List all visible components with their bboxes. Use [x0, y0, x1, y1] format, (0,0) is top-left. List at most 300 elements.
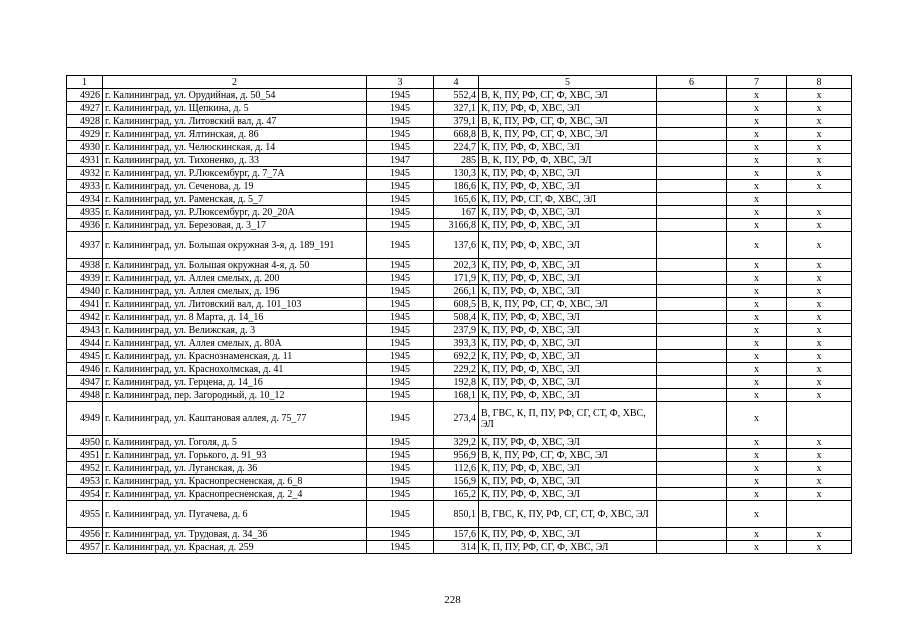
column-7-cell: x	[727, 180, 787, 193]
column-6-cell	[657, 462, 727, 475]
table-row	[67, 115, 852, 128]
address-cell: г. Калининград, ул. Каштановая аллея, д. 75_77	[103, 402, 367, 436]
systems-cell: В, К, ПУ, РФ, Ф, ХВС, ЭЛ	[479, 154, 657, 167]
address-cell: г. Калининград, ул. Р.Люксембург, д. 7_7А	[103, 167, 367, 180]
column-7-cell: x	[727, 285, 787, 298]
address-cell: г. Калининград, ул. Челюскинская, д. 14	[103, 141, 367, 154]
row-number-cell: 4951	[67, 449, 103, 462]
column-7-cell: x	[727, 298, 787, 311]
table-row	[67, 167, 852, 180]
column-header: 4	[434, 76, 479, 89]
area-cell: 186,6	[434, 180, 479, 193]
column-7-cell: x	[727, 541, 787, 554]
year-cell: 1945	[367, 541, 434, 554]
area-cell: 192,8	[434, 376, 479, 389]
year-cell: 1945	[367, 324, 434, 337]
systems-cell: В, ГВС, К, ПУ, РФ, СГ, СТ, Ф, ХВС, ЭЛ	[479, 501, 657, 528]
column-8-cell: x	[787, 449, 852, 462]
address-cell: г. Калининград, ул. 8 Марта, д. 14_16	[103, 311, 367, 324]
column-8-cell: x	[787, 167, 852, 180]
row-number-cell: 4930	[67, 141, 103, 154]
address-cell: г. Калининград, ул. Аллея смелых, д. 200	[103, 272, 367, 285]
row-number-cell: 4950	[67, 436, 103, 449]
address-cell: г. Калининград, ул. Велижская, д. 3	[103, 324, 367, 337]
column-header: 6	[657, 76, 727, 89]
column-7-cell: x	[727, 350, 787, 363]
row-number-cell: 4942	[67, 311, 103, 324]
column-8-cell: x	[787, 115, 852, 128]
year-cell: 1945	[367, 501, 434, 528]
column-7-cell: x	[727, 193, 787, 206]
area-cell: 229,2	[434, 363, 479, 376]
column-8-cell: x	[787, 219, 852, 232]
column-8-cell: x	[787, 363, 852, 376]
column-7-cell: x	[727, 449, 787, 462]
table-row	[67, 298, 852, 311]
year-cell: 1945	[367, 402, 434, 436]
year-cell: 1945	[367, 449, 434, 462]
row-number-cell: 4926	[67, 89, 103, 102]
row-number-cell: 4933	[67, 180, 103, 193]
table-row	[67, 402, 852, 436]
column-8-cell: x	[787, 285, 852, 298]
address-cell: г. Калининград, ул. Краснохолмская, д. 41	[103, 363, 367, 376]
row-number-cell: 4928	[67, 115, 103, 128]
column-6-cell	[657, 350, 727, 363]
systems-cell: К, ПУ, РФ, Ф, ХВС, ЭЛ	[479, 350, 657, 363]
year-cell: 1945	[367, 89, 434, 102]
column-7-cell: x	[727, 128, 787, 141]
column-8-cell	[787, 501, 852, 528]
area-cell: 329,2	[434, 436, 479, 449]
column-8-cell: x	[787, 324, 852, 337]
column-8-cell: x	[787, 232, 852, 259]
column-7-cell: x	[727, 259, 787, 272]
column-7-cell: x	[727, 219, 787, 232]
column-7-cell: x	[727, 462, 787, 475]
row-number-cell: 4948	[67, 389, 103, 402]
column-6-cell	[657, 272, 727, 285]
year-cell: 1947	[367, 154, 434, 167]
column-8-cell: x	[787, 259, 852, 272]
table-row	[67, 462, 852, 475]
column-6-cell	[657, 436, 727, 449]
column-6-cell	[657, 528, 727, 541]
column-8-cell: x	[787, 206, 852, 219]
year-cell: 1945	[367, 298, 434, 311]
column-7-cell: x	[727, 154, 787, 167]
systems-cell: В, К, ПУ, РФ, СГ, Ф, ХВС, ЭЛ	[479, 449, 657, 462]
column-6-cell	[657, 193, 727, 206]
address-cell: г. Калининград, ул. Литовский вал, д. 47	[103, 115, 367, 128]
table-row	[67, 337, 852, 350]
column-8-cell: x	[787, 180, 852, 193]
year-cell: 1945	[367, 206, 434, 219]
address-cell: г. Калининград, ул. Орудийная, д. 50_54	[103, 89, 367, 102]
row-number-cell: 4952	[67, 462, 103, 475]
systems-cell: К, ПУ, РФ, Ф, ХВС, ЭЛ	[479, 206, 657, 219]
systems-cell: К, ПУ, РФ, Ф, ХВС, ЭЛ	[479, 436, 657, 449]
column-header: 8	[787, 76, 852, 89]
table-row	[67, 501, 852, 528]
systems-cell: К, ПУ, РФ, Ф, ХВС, ЭЛ	[479, 232, 657, 259]
column-6-cell	[657, 389, 727, 402]
column-6-cell	[657, 337, 727, 350]
address-cell: г. Калининград, ул. Р.Люксембург, д. 20_20А	[103, 206, 367, 219]
column-8-cell: x	[787, 337, 852, 350]
year-cell: 1945	[367, 128, 434, 141]
year-cell: 1945	[367, 272, 434, 285]
area-cell: 393,3	[434, 337, 479, 350]
table-row	[67, 206, 852, 219]
address-cell: г. Калининград, ул. Тихоненко, д. 33	[103, 154, 367, 167]
column-8-cell: x	[787, 154, 852, 167]
table-row	[67, 128, 852, 141]
area-cell: 224,7	[434, 141, 479, 154]
column-8-cell	[787, 402, 852, 436]
area-cell: 379,1	[434, 115, 479, 128]
area-cell: 273,4	[434, 402, 479, 436]
area-cell: 508,4	[434, 311, 479, 324]
year-cell: 1945	[367, 285, 434, 298]
year-cell: 1945	[367, 141, 434, 154]
area-cell: 165,2	[434, 488, 479, 501]
address-cell: г. Калининград, ул. Большая окружная 4-я, д. 50	[103, 259, 367, 272]
year-cell: 1945	[367, 219, 434, 232]
systems-cell: В, К, ПУ, РФ, СГ, Ф, ХВС, ЭЛ	[479, 89, 657, 102]
column-6-cell	[657, 128, 727, 141]
column-8-cell: x	[787, 128, 852, 141]
table-row	[67, 272, 852, 285]
column-6-cell	[657, 154, 727, 167]
table-header-row	[67, 76, 852, 89]
table-row	[67, 259, 852, 272]
area-cell: 137,6	[434, 232, 479, 259]
area-cell: 327,1	[434, 102, 479, 115]
column-7-cell: x	[727, 376, 787, 389]
table-row	[67, 141, 852, 154]
systems-cell: К, ПУ, РФ, Ф, ХВС, ЭЛ	[479, 488, 657, 501]
year-cell: 1945	[367, 475, 434, 488]
column-6-cell	[657, 206, 727, 219]
address-cell: г. Калининград, ул. Краснопресненская, д. 2_4	[103, 488, 367, 501]
row-number-cell: 4929	[67, 128, 103, 141]
year-cell: 1945	[367, 462, 434, 475]
column-7-cell: x	[727, 501, 787, 528]
column-7-cell: x	[727, 141, 787, 154]
area-cell: 314	[434, 541, 479, 554]
column-8-cell: x	[787, 376, 852, 389]
year-cell: 1945	[367, 311, 434, 324]
area-cell: 668,8	[434, 128, 479, 141]
systems-cell: К, ПУ, РФ, Ф, ХВС, ЭЛ	[479, 363, 657, 376]
row-number-cell: 4935	[67, 206, 103, 219]
year-cell: 1945	[367, 436, 434, 449]
column-8-cell: x	[787, 350, 852, 363]
area-cell: 157,6	[434, 528, 479, 541]
row-number-cell: 4937	[67, 232, 103, 259]
year-cell: 1945	[367, 193, 434, 206]
address-cell: г. Калининград, ул. Луганская, д. 36	[103, 462, 367, 475]
year-cell: 1945	[367, 232, 434, 259]
column-8-cell: x	[787, 311, 852, 324]
row-number-cell: 4938	[67, 259, 103, 272]
systems-cell: К, ПУ, РФ, Ф, ХВС, ЭЛ	[479, 462, 657, 475]
column-6-cell	[657, 376, 727, 389]
row-number-cell: 4940	[67, 285, 103, 298]
column-7-cell: x	[727, 528, 787, 541]
table-row	[67, 154, 852, 167]
column-header: 3	[367, 76, 434, 89]
table-row	[67, 350, 852, 363]
area-cell: 692,2	[434, 350, 479, 363]
column-6-cell	[657, 298, 727, 311]
systems-cell: К, ПУ, РФ, Ф, ХВС, ЭЛ	[479, 324, 657, 337]
systems-cell: К, ПУ, РФ, Ф, ХВС, ЭЛ	[479, 272, 657, 285]
column-6-cell	[657, 259, 727, 272]
column-6-cell	[657, 115, 727, 128]
table-row	[67, 449, 852, 462]
table-row	[67, 89, 852, 102]
systems-cell: К, ПУ, РФ, Ф, ХВС, ЭЛ	[479, 259, 657, 272]
row-number-cell: 4954	[67, 488, 103, 501]
table-row	[67, 102, 852, 115]
address-cell: г. Калининград, ул. Литовский вал, д. 101_103	[103, 298, 367, 311]
table-row	[67, 219, 852, 232]
row-number-cell: 4949	[67, 402, 103, 436]
column-7-cell: x	[727, 389, 787, 402]
column-8-cell: x	[787, 462, 852, 475]
area-cell: 165,6	[434, 193, 479, 206]
column-7-cell: x	[727, 337, 787, 350]
area-cell: 168,1	[434, 389, 479, 402]
area-cell: 130,3	[434, 167, 479, 180]
table-row	[67, 285, 852, 298]
row-number-cell: 4946	[67, 363, 103, 376]
row-number-cell: 4956	[67, 528, 103, 541]
address-cell: г. Калининград, ул. Сеченова, д. 19	[103, 180, 367, 193]
row-number-cell: 4934	[67, 193, 103, 206]
table-row	[67, 389, 852, 402]
column-7-cell: x	[727, 363, 787, 376]
column-7-cell: x	[727, 115, 787, 128]
table-row	[67, 376, 852, 389]
area-cell: 202,3	[434, 259, 479, 272]
year-cell: 1945	[367, 259, 434, 272]
column-6-cell	[657, 232, 727, 259]
table-row	[67, 488, 852, 501]
systems-cell: В, К, ПУ, РФ, СГ, Ф, ХВС, ЭЛ	[479, 128, 657, 141]
address-cell: г. Калининград, ул. Герцена, д. 14_16	[103, 376, 367, 389]
column-header: 7	[727, 76, 787, 89]
column-7-cell: x	[727, 402, 787, 436]
area-cell: 167	[434, 206, 479, 219]
table-row	[67, 311, 852, 324]
systems-cell: В, К, ПУ, РФ, СГ, Ф, ХВС, ЭЛ	[479, 115, 657, 128]
systems-cell: К, ПУ, РФ, Ф, ХВС, ЭЛ	[479, 528, 657, 541]
row-number-cell: 4953	[67, 475, 103, 488]
area-cell: 266,1	[434, 285, 479, 298]
column-6-cell	[657, 402, 727, 436]
year-cell: 1945	[367, 363, 434, 376]
column-7-cell: x	[727, 324, 787, 337]
column-8-cell: x	[787, 298, 852, 311]
systems-cell: К, ПУ, РФ, СГ, Ф, ХВС, ЭЛ	[479, 193, 657, 206]
row-number-cell: 4939	[67, 272, 103, 285]
row-number-cell: 4931	[67, 154, 103, 167]
row-number-cell: 4932	[67, 167, 103, 180]
column-6-cell	[657, 324, 727, 337]
column-7-cell: x	[727, 89, 787, 102]
systems-cell: К, ПУ, РФ, Ф, ХВС, ЭЛ	[479, 219, 657, 232]
year-cell: 1945	[367, 389, 434, 402]
systems-cell: К, ПУ, РФ, Ф, ХВС, ЭЛ	[479, 141, 657, 154]
column-7-cell: x	[727, 272, 787, 285]
systems-cell: К, ПУ, РФ, Ф, ХВС, ЭЛ	[479, 475, 657, 488]
row-number-cell: 4941	[67, 298, 103, 311]
column-8-cell: x	[787, 102, 852, 115]
address-cell: г. Калининград, ул. Горького, д. 91_93	[103, 449, 367, 462]
address-cell: г. Калининград, ул. Трудовая, д. 34_36	[103, 528, 367, 541]
column-8-cell: x	[787, 436, 852, 449]
column-header: 1	[67, 76, 103, 89]
year-cell: 1945	[367, 337, 434, 350]
column-6-cell	[657, 488, 727, 501]
row-number-cell: 4943	[67, 324, 103, 337]
column-6-cell	[657, 449, 727, 462]
area-cell: 156,9	[434, 475, 479, 488]
column-6-cell	[657, 180, 727, 193]
column-7-cell: x	[727, 488, 787, 501]
systems-cell: К, ПУ, РФ, Ф, ХВС, ЭЛ	[479, 180, 657, 193]
year-cell: 1945	[367, 488, 434, 501]
table-row	[67, 180, 852, 193]
column-7-cell: x	[727, 167, 787, 180]
year-cell: 1945	[367, 528, 434, 541]
address-cell: г. Калининград, ул. Гоголя, д. 5	[103, 436, 367, 449]
column-7-cell: x	[727, 206, 787, 219]
column-8-cell: x	[787, 141, 852, 154]
column-6-cell	[657, 475, 727, 488]
year-cell: 1945	[367, 376, 434, 389]
column-8-cell: x	[787, 528, 852, 541]
column-6-cell	[657, 102, 727, 115]
table-row	[67, 528, 852, 541]
table-row	[67, 363, 852, 376]
year-cell: 1945	[367, 350, 434, 363]
column-8-cell	[787, 193, 852, 206]
table-row	[67, 324, 852, 337]
systems-cell: В, К, ПУ, РФ, СГ, Ф, ХВС, ЭЛ	[479, 298, 657, 311]
column-6-cell	[657, 141, 727, 154]
systems-cell: К, ПУ, РФ, Ф, ХВС, ЭЛ	[479, 337, 657, 350]
address-cell: г. Калининград, ул. Раменская, д. 5_7	[103, 193, 367, 206]
systems-cell: К, ПУ, РФ, Ф, ХВС, ЭЛ	[479, 389, 657, 402]
address-cell: г. Калининград, ул. Березовая, д. 3_17	[103, 219, 367, 232]
row-number-cell: 4936	[67, 219, 103, 232]
table-row	[67, 475, 852, 488]
table-row	[67, 436, 852, 449]
column-7-cell: x	[727, 436, 787, 449]
column-6-cell	[657, 541, 727, 554]
column-6-cell	[657, 311, 727, 324]
column-6-cell	[657, 89, 727, 102]
column-8-cell: x	[787, 389, 852, 402]
year-cell: 1945	[367, 167, 434, 180]
column-8-cell: x	[787, 541, 852, 554]
systems-cell: К, ПУ, РФ, Ф, ХВС, ЭЛ	[479, 102, 657, 115]
systems-cell: К, ПУ, РФ, Ф, ХВС, ЭЛ	[479, 167, 657, 180]
area-cell: 112,6	[434, 462, 479, 475]
area-cell: 608,5	[434, 298, 479, 311]
systems-cell: К, ПУ, РФ, Ф, ХВС, ЭЛ	[479, 311, 657, 324]
area-cell: 850,1	[434, 501, 479, 528]
systems-cell: К, П, ПУ, РФ, СГ, Ф, ХВС, ЭЛ	[479, 541, 657, 554]
address-cell: г. Калининград, ул. Краснопресненская, д. 6_8	[103, 475, 367, 488]
column-header: 5	[479, 76, 657, 89]
systems-cell: В, ГВС, К, П, ПУ, РФ, СГ, СТ, Ф, ХВС, ЭЛ	[479, 402, 657, 436]
column-7-cell: x	[727, 232, 787, 259]
row-number-cell: 4927	[67, 102, 103, 115]
table-row	[67, 541, 852, 554]
address-cell: г. Калининград, пер. Загородный, д. 10_12	[103, 389, 367, 402]
table-row	[67, 193, 852, 206]
address-cell: г. Калининград, ул. Красная, д. 259	[103, 541, 367, 554]
row-number-cell: 4944	[67, 337, 103, 350]
column-6-cell	[657, 501, 727, 528]
table-row	[67, 232, 852, 259]
area-cell: 3166,8	[434, 219, 479, 232]
column-8-cell: x	[787, 272, 852, 285]
column-6-cell	[657, 285, 727, 298]
year-cell: 1945	[367, 180, 434, 193]
address-cell: г. Калининград, ул. Краснознаменская, д. 11	[103, 350, 367, 363]
page-number: 228	[444, 594, 461, 606]
column-8-cell: x	[787, 475, 852, 488]
column-6-cell	[657, 363, 727, 376]
address-cell: г. Калининград, ул. Щепкина, д. 5	[103, 102, 367, 115]
address-cell: г. Калининград, ул. Аллея смелых, д. 80А	[103, 337, 367, 350]
systems-cell: К, ПУ, РФ, Ф, ХВС, ЭЛ	[479, 285, 657, 298]
column-8-cell: x	[787, 488, 852, 501]
area-cell: 552,4	[434, 89, 479, 102]
address-cell: г. Калининград, ул. Пугачева, д. 6	[103, 501, 367, 528]
address-cell: г. Калининград, ул. Большая окружная 3-я, д. 189_191	[103, 232, 367, 259]
column-header: 2	[103, 76, 367, 89]
column-6-cell	[657, 219, 727, 232]
systems-cell: К, ПУ, РФ, Ф, ХВС, ЭЛ	[479, 376, 657, 389]
column-6-cell	[657, 167, 727, 180]
year-cell: 1945	[367, 115, 434, 128]
row-number-cell: 4947	[67, 376, 103, 389]
table-body	[67, 89, 852, 554]
column-7-cell: x	[727, 102, 787, 115]
year-cell: 1945	[367, 102, 434, 115]
column-8-cell: x	[787, 89, 852, 102]
area-cell: 237,9	[434, 324, 479, 337]
area-cell: 956,9	[434, 449, 479, 462]
column-7-cell: x	[727, 311, 787, 324]
row-number-cell: 4957	[67, 541, 103, 554]
area-cell: 171,9	[434, 272, 479, 285]
address-cell: г. Калининград, ул. Аллея смелых, д. 196	[103, 285, 367, 298]
row-number-cell: 4945	[67, 350, 103, 363]
column-7-cell: x	[727, 475, 787, 488]
housing-register-table	[66, 75, 852, 554]
row-number-cell: 4955	[67, 501, 103, 528]
address-cell: г. Калининград, ул. Ялтинская, д. 86	[103, 128, 367, 141]
area-cell: 285	[434, 154, 479, 167]
